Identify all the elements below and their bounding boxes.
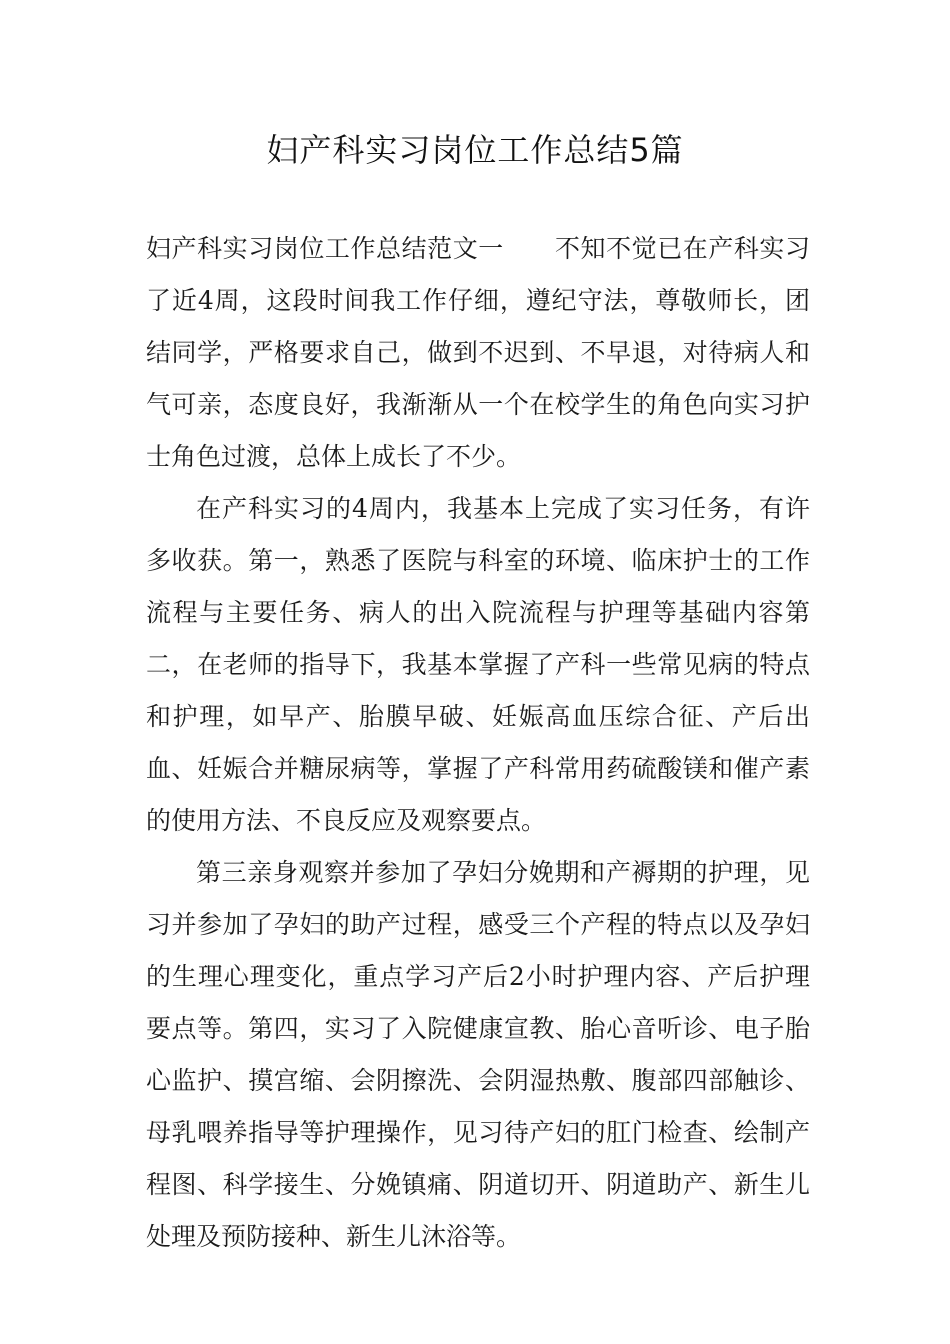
document-body: [146, 223, 810, 1263]
paragraph-2: 在产科实习的4周内，我基本上完成了实习任务，有许多收获。第一，熟悉了医院与科室的环境、临床护士的工作流程与主要任务、病人的出入院流程与护理等基础内容第二，在老师的指导下，我基本掌握了产科一些常见病的特点和护理，如早产、胎膜早破、妊娠高血压综合征、产后出血、妊娠合并糖尿病等，掌握了产科常用药硫酸镁和催产素的使用方法、不良反应及观察要点。: [146, 494, 810, 835]
paragraph-1: 妇产科实习岗位工作总结范文一 不知不觉已在产科实习了近4周，这段时间我工作仔细，遵纪守法，尊敬师长，团结同学，严格要求自己，做到不迟到、不早退，对待病人和气可亲，态度良好，我渐渐从一个在校学生的角色向实习护士角色过渡，总体上成长了不少。: [146, 234, 810, 471]
document-title: 妇产科实习岗位工作总结5篇: [266, 131, 684, 169]
paragraph-3: 第三亲身观察并参加了孕妇分娩期和产褥期的护理，见习并参加了孕妇的助产过程，感受三个产程的特点以及孕妇的生理心理变化，重点学习产后2小时护理内容、产后护理要点等。第四，实习了入院健康宣教、胎心音听诊、电子胎心监护、摸宫缩、会阴擦洗、会阴湿热敷、腹部四部触诊、母乳喂养指导等护理操作，见习待产妇的肛门检查、绘制产程图、科学接生、分娩镇痛、阴道切开、阴道助产、新生儿处理及预防接种、新生儿沐浴等。: [146, 858, 810, 1251]
